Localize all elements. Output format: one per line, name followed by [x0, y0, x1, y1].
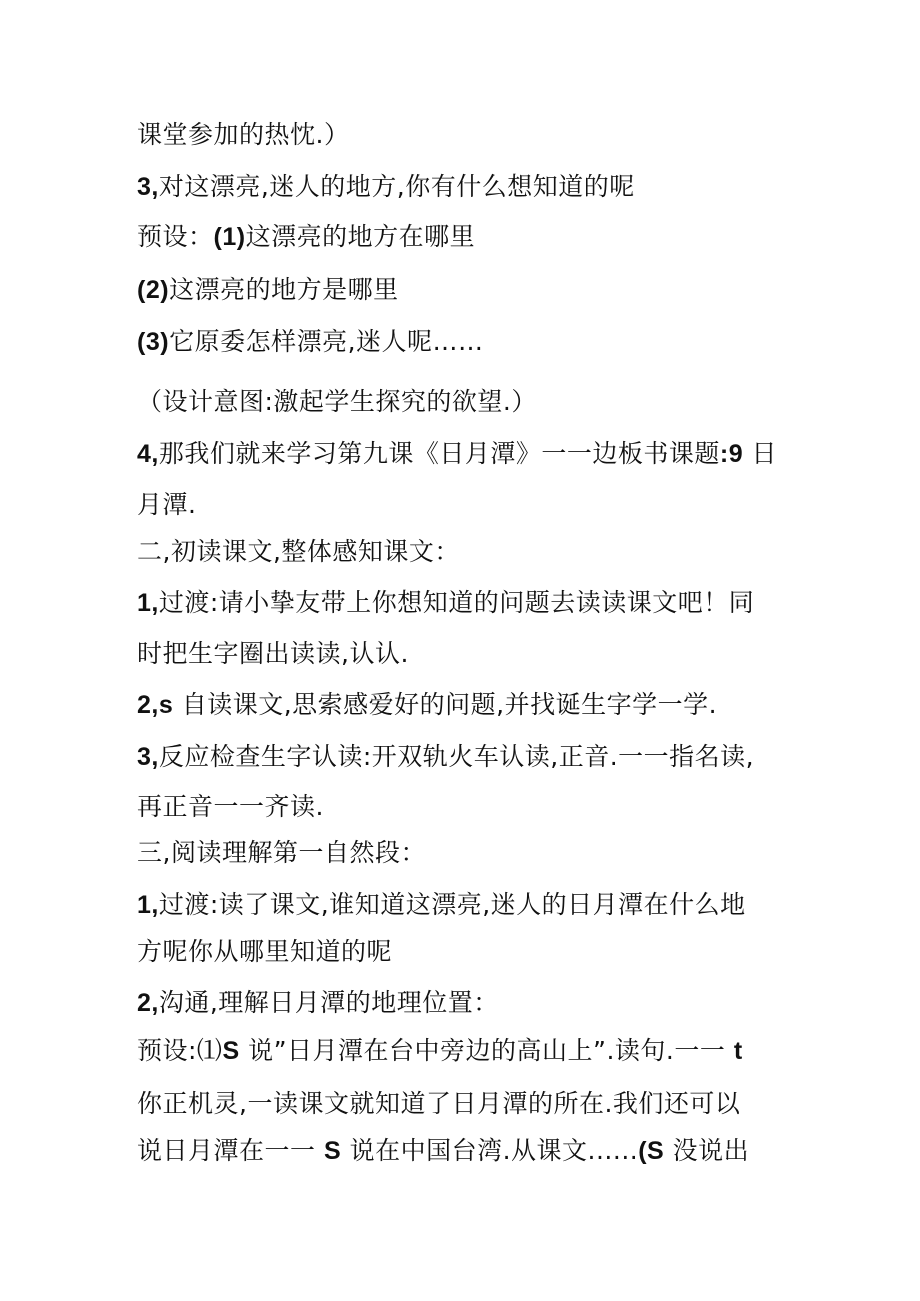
text-fragment: 没说出: [664, 1136, 750, 1165]
text-line: [137, 986, 499, 1020]
text-line: [137, 836, 426, 870]
bold-fragment: t: [733, 1037, 743, 1065]
text-fragment: 那我们就来学习第九课《日月潭》一一边板书课题: [158, 439, 720, 468]
bold-fragment: 1,: [137, 589, 159, 617]
text-line: [137, 385, 537, 419]
text-fragment: 再正音一一齐读.: [137, 792, 324, 821]
text-line: [137, 1134, 749, 1168]
bold-fragment: 2,: [137, 989, 159, 1017]
text-fragment: 预设：: [137, 222, 214, 251]
text-fragment: 时把生字圈出读读,认认.: [137, 639, 409, 668]
bold-fragment: 2,s: [137, 691, 174, 719]
bold-fragment: (2): [137, 276, 170, 304]
text-line: [137, 220, 475, 254]
bold-fragment: 4,: [137, 440, 159, 468]
bold-fragment: (3): [137, 328, 170, 356]
bold-fragment: 3,: [137, 173, 159, 201]
bold-fragment: (1): [213, 223, 246, 251]
text-line: [137, 935, 392, 969]
bold-fragment: 3,: [137, 743, 159, 771]
text-fragment: 方呢你从哪里知道的呢: [137, 937, 393, 966]
text-line: [137, 740, 754, 774]
text-line: [137, 118, 349, 152]
text-line: [137, 637, 409, 671]
text-fragment: 过渡:读了课文,谁知道这漂亮,迷人的日月潭在什么地: [158, 890, 746, 919]
bold-fragment: 1,: [137, 891, 159, 919]
text-line: [137, 586, 754, 620]
text-fragment: 日: [743, 439, 778, 468]
bold-fragment: :9: [719, 440, 744, 468]
text-fragment: 沟通,理解日月潭的地理位置：: [158, 988, 499, 1017]
text-fragment: 这漂亮的地方在哪里: [245, 222, 476, 251]
text-fragment: 课堂参加的热忱.）: [137, 120, 350, 149]
bold-fragment: S: [323, 1137, 342, 1165]
text-line: [137, 888, 746, 922]
text-fragment: 预设:⑴: [137, 1036, 223, 1065]
text-line: [137, 488, 196, 522]
text-line: [137, 325, 484, 359]
text-fragment: （设计意图:激起学生探究的欲望.）: [137, 387, 537, 416]
text-line: [137, 437, 777, 471]
text-fragment: 二,初读课文,整体感知课文：: [137, 537, 460, 566]
text-fragment: 三,阅读理解第一自然段：: [137, 838, 426, 867]
text-fragment: 对这漂亮,迷人的地方,你有什么想知道的呢: [158, 172, 635, 201]
text-fragment: 说”日月潭在台中旁边的高山上”.读句.一一: [239, 1036, 734, 1065]
text-fragment: 说日月潭在一一: [137, 1136, 324, 1165]
text-line: [137, 273, 399, 307]
text-line: [137, 170, 635, 204]
text-fragment: 你正机灵,一读课文就知道了日月潭的所在.我们还可以: [137, 1089, 741, 1118]
text-line: [137, 1034, 743, 1068]
text-line: [137, 535, 460, 569]
text-fragment: 自读课文,思索感爱好的问题,并找诞生字学一学.: [173, 690, 718, 719]
text-fragment: 这漂亮的地方是哪里: [169, 275, 399, 304]
text-fragment: 反应检查生字认读:开双轨火车认读,正音.一一指名读,: [158, 742, 755, 771]
text-line: [137, 688, 717, 722]
bold-fragment: (S: [638, 1137, 665, 1165]
text-fragment: 月潭.: [137, 490, 197, 519]
text-fragment: 它原委怎样漂亮,迷人呢……: [169, 327, 484, 356]
bold-fragment: S: [222, 1037, 240, 1065]
text-line: [137, 1087, 740, 1121]
text-line: [137, 790, 324, 824]
text-fragment: 过渡:请小挚友带上你想知道的问题去读读课文吧！同: [158, 588, 755, 617]
text-fragment: 说在中国台湾.从课文......: [341, 1136, 639, 1165]
